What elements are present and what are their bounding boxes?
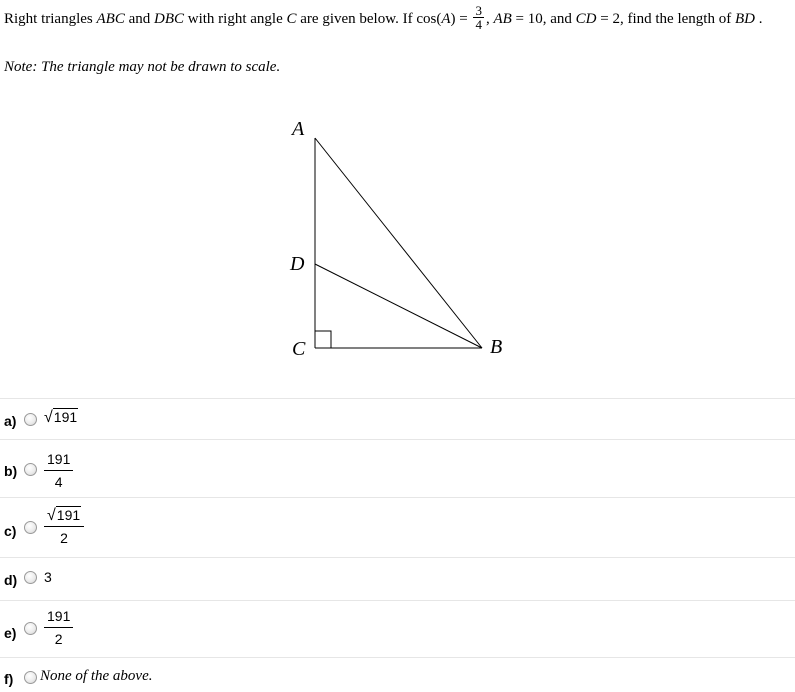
sqrt-expression: [44, 409, 78, 427]
option-value: [44, 608, 73, 648]
vertex-label-a: A: [292, 118, 305, 140]
option-letter: c): [4, 523, 17, 539]
triangle-abc: ABC: [96, 10, 125, 27]
vertex-label-b: B: [490, 336, 503, 358]
vertex-label-c: C: [292, 338, 306, 360]
question-part: ) =: [450, 10, 472, 27]
numerator: 191: [44, 608, 73, 628]
option-value: [44, 507, 84, 547]
option-value: [44, 409, 78, 427]
cos-denominator: 4: [475, 17, 482, 32]
vertex-label-d: D: [290, 253, 305, 275]
radicand: 191: [53, 409, 78, 425]
fraction: [44, 507, 84, 547]
option-a[interactable]: [0, 398, 795, 439]
side-db: [315, 264, 482, 348]
denominator: 2: [60, 530, 68, 546]
numerator: 191: [44, 451, 73, 471]
question-part: .: [754, 10, 763, 27]
angle-c: C: [286, 10, 297, 27]
radical-sign-icon: √: [47, 507, 56, 524]
option-letter: a): [4, 413, 17, 429]
option-value: None of the above.: [40, 668, 153, 684]
triangle-diagram: [280, 110, 520, 370]
radio-option-a[interactable]: [24, 413, 37, 426]
question-part: = 10, and: [511, 10, 576, 27]
option-d[interactable]: [0, 557, 795, 600]
radio-option-d[interactable]: [24, 571, 37, 584]
segment-bd: BD: [734, 10, 755, 27]
question-part: ,: [485, 10, 494, 27]
option-value: 3: [44, 569, 52, 585]
radio-option-f[interactable]: [24, 671, 37, 684]
radical-sign-icon: √: [44, 409, 53, 426]
cos-numerator: 3: [475, 3, 482, 18]
angle-a: A: [441, 10, 451, 27]
radio-option-c[interactable]: [24, 521, 37, 534]
option-c[interactable]: [0, 497, 795, 557]
right-angle-mark: [315, 331, 331, 348]
option-letter: f): [4, 671, 14, 687]
segment-cd: CD: [575, 10, 597, 27]
side-ab: [315, 138, 482, 348]
option-e[interactable]: [0, 600, 795, 657]
denominator: 2: [54, 631, 63, 647]
triangle-dbc: DBC: [154, 10, 185, 27]
segment-ab: AB: [493, 10, 512, 27]
option-b[interactable]: [0, 439, 795, 497]
fraction: [44, 608, 73, 648]
scale-note: Note: The triangle may not be drawn to scale.: [4, 59, 281, 75]
option-letter: d): [4, 572, 18, 588]
option-letter: e): [4, 625, 17, 641]
answer-options: [0, 398, 795, 692]
question-part: Right triangles: [4, 10, 97, 27]
cos-fraction: [473, 4, 484, 31]
radio-option-e[interactable]: [24, 622, 37, 635]
triangle-figure: [280, 110, 520, 375]
fraction: [44, 451, 73, 491]
option-value: [44, 451, 73, 491]
sqrt-expression: [47, 507, 81, 524]
question-text: [4, 3, 791, 33]
radio-option-b[interactable]: [24, 463, 37, 476]
question-part: are given below. If cos(: [296, 10, 442, 27]
denominator: 4: [54, 474, 63, 490]
numerator: [44, 507, 84, 527]
option-letter: b): [4, 463, 18, 479]
radicand: 191: [56, 507, 81, 523]
question-part: and: [124, 10, 155, 27]
question-part: with right angle: [184, 10, 287, 27]
question-part: = 2, find the length of: [596, 10, 735, 27]
